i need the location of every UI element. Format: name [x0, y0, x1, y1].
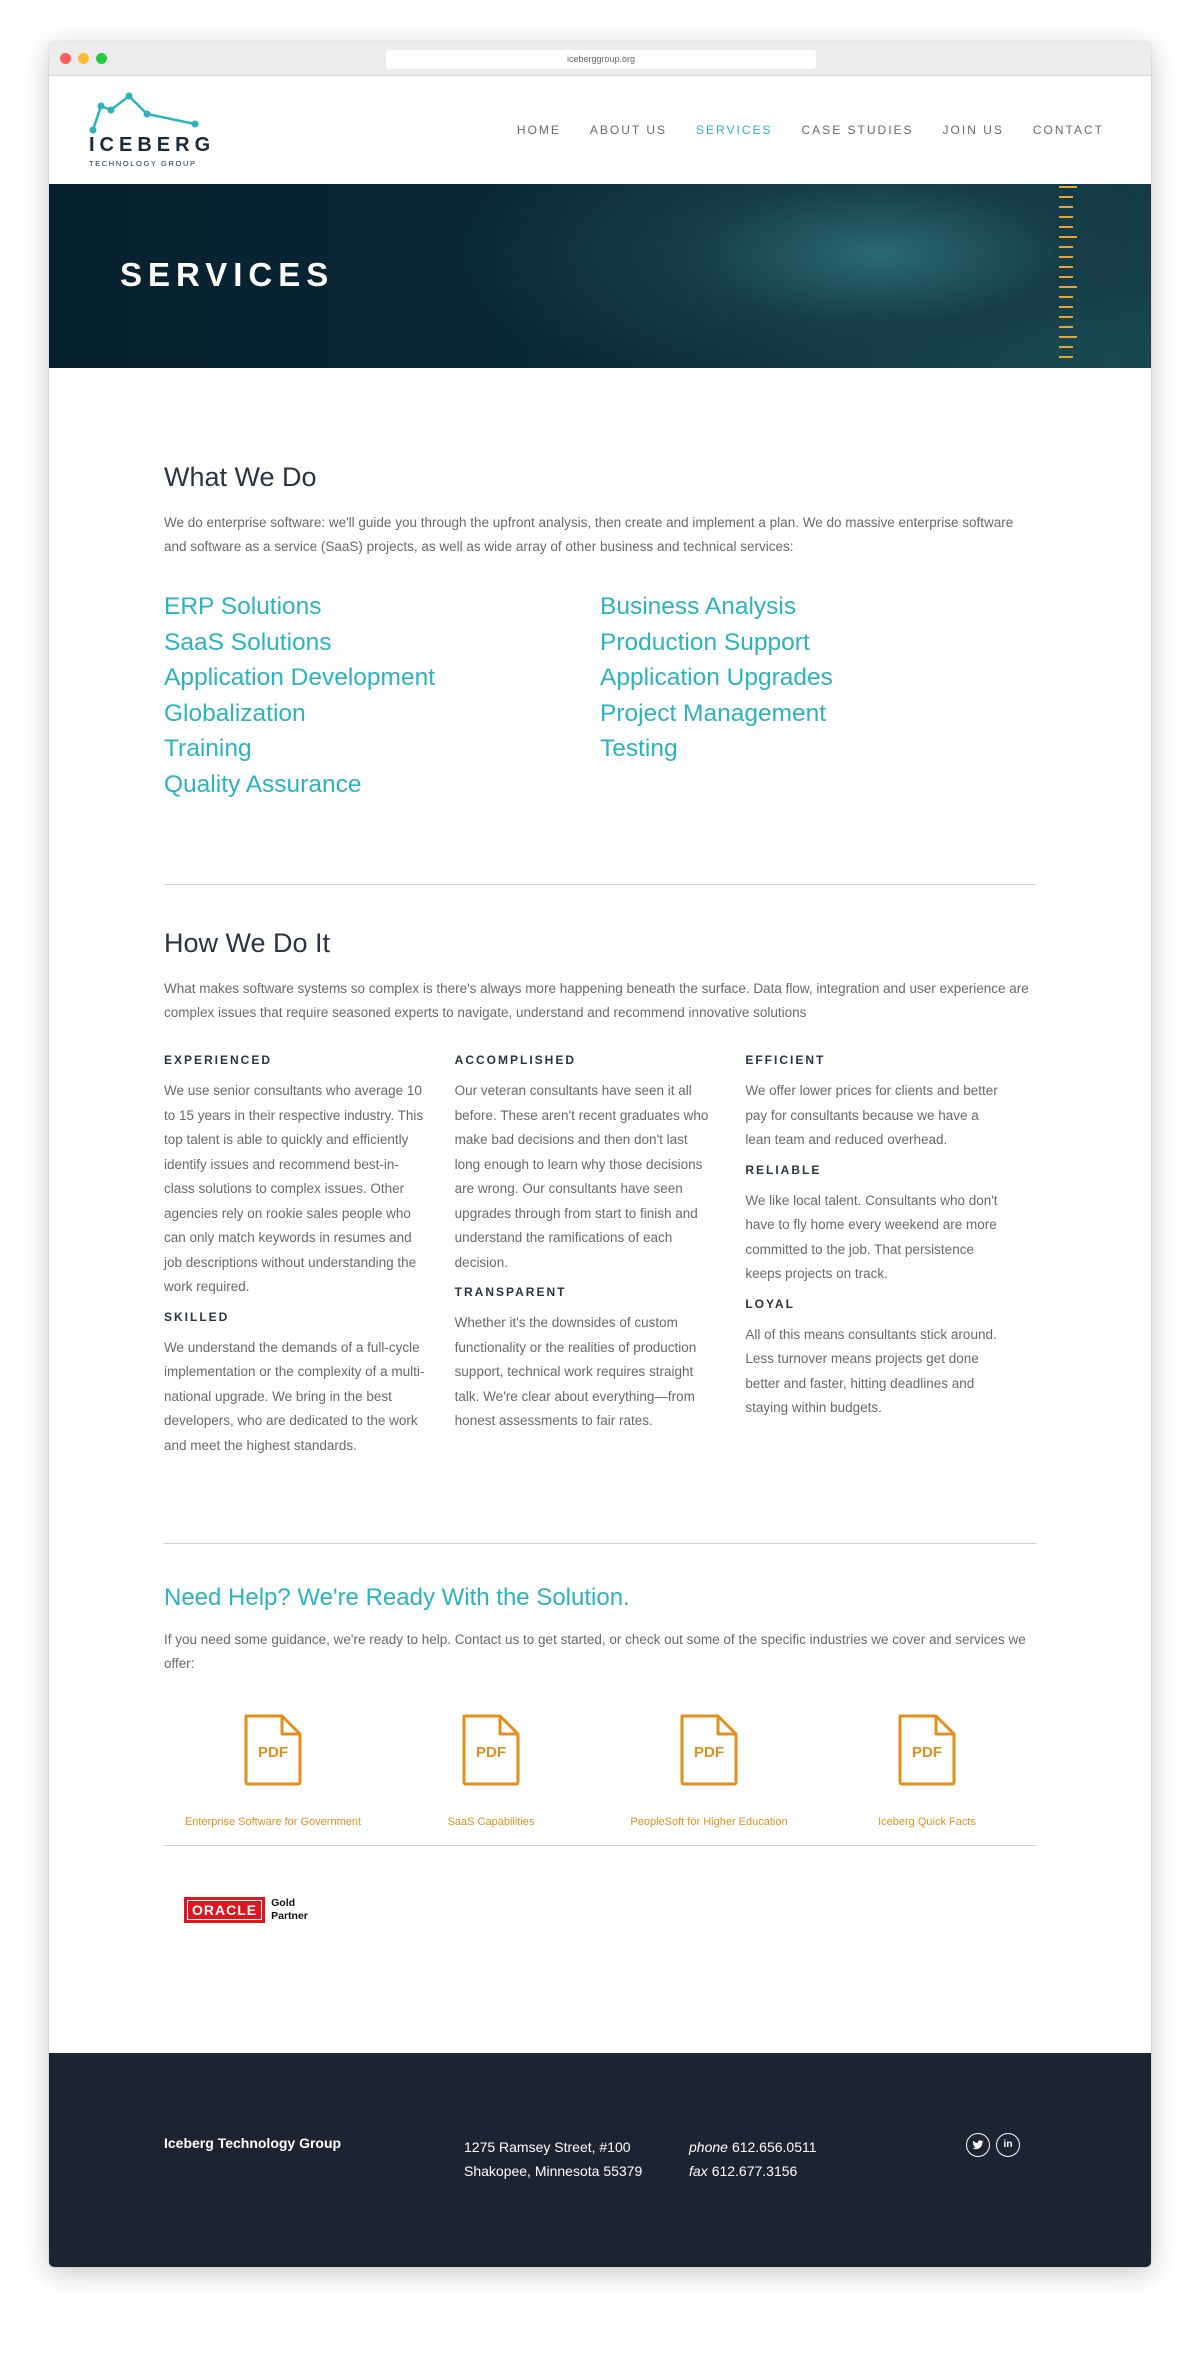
- values-column-3: [745, 1053, 1036, 1468]
- depth-tick: [1059, 246, 1073, 248]
- what-we-do-lead: We do enterprise software: we'll guide you through the upfront analysis, then create and implement a plan. We do massive enterprise software and software as a service (SaaS) projects, as well as wide array of other business and technical services:: [164, 515, 1014, 554]
- help-section: [164, 1584, 1036, 1828]
- how-we-do-it-section: [164, 928, 1036, 1468]
- site-header: [49, 76, 1151, 184]
- depth-tick: [1059, 286, 1077, 288]
- linkedin-icon[interactable]: in: [996, 2133, 1020, 2157]
- section-divider: [164, 1845, 1036, 1846]
- depth-tick: [1059, 276, 1073, 278]
- oracle-logo: ORACLE: [184, 1897, 265, 1923]
- footer-address-line2: Shakopee, Minnesota 55379: [464, 2163, 643, 2179]
- section-title-what-we-do: What We Do: [164, 462, 317, 492]
- pdf-label[interactable]: Iceberg Quick Facts: [878, 1816, 976, 1828]
- value-text: We offer lower prices for clients and better pay for consultants because we have a lean team and reduced overhead.: [745, 1083, 998, 1147]
- service-link[interactable]: SaaS Solutions: [164, 628, 332, 656]
- pdf-file-icon: [678, 1712, 740, 1788]
- depth-tick: [1059, 306, 1073, 308]
- svg-text:PDF: PDF: [912, 1744, 942, 1761]
- pdf-file-icon: [896, 1712, 958, 1788]
- twitter-icon[interactable]: [966, 2133, 990, 2157]
- depth-tick: [1059, 186, 1077, 188]
- value-heading: EXPERIENCED: [164, 1053, 273, 1067]
- partner-level: [271, 1897, 308, 1923]
- fax-number: 612.677.3156: [711, 2163, 798, 2179]
- pdf-label[interactable]: Enterprise Software for Government: [184, 1816, 362, 1828]
- minimize-window-button[interactable]: [78, 53, 89, 64]
- pdf-label[interactable]: SaaS Capabilities: [447, 1816, 535, 1828]
- nav-about-us[interactable]: ABOUT US: [589, 123, 668, 137]
- depth-tick: [1059, 336, 1077, 338]
- value-heading: LOYAL: [745, 1296, 795, 1311]
- pdf-file-icon: [460, 1712, 522, 1788]
- help-lead: If you need some guidance, we're ready to help. Contact us to get started, or check out some of the specific industries we cover and services we offer:: [164, 1632, 1026, 1671]
- depth-tick: [1059, 236, 1077, 238]
- value-heading: SKILLED: [164, 1309, 230, 1324]
- depth-tick: [1059, 196, 1073, 198]
- value-heading: EFFICIENT: [745, 1053, 826, 1067]
- footer-company-name: Iceberg Technology Group: [164, 2135, 342, 2151]
- logo-wordmark: ICEBERG: [89, 134, 216, 156]
- page-title: SERVICES: [120, 256, 335, 293]
- value-heading: ACCOMPLISHED: [454, 1053, 577, 1067]
- close-window-button[interactable]: [60, 53, 71, 64]
- pdf-download-saas[interactable]: [382, 1712, 600, 1828]
- pdf-file-icon: [242, 1712, 304, 1788]
- iceberg-peak-icon: [89, 88, 229, 134]
- how-we-do-it-lead: What makes software systems so complex is there's always more happening beneath the surface. Data flow, integration and user experience are complex issues that require seasoned experts to navigate, understand and recommend innovative solutions: [164, 981, 1029, 1020]
- phone-label: phone: [689, 2139, 728, 2155]
- site-logo[interactable]: [89, 88, 229, 172]
- main-nav: [517, 76, 1104, 184]
- section-divider: [164, 884, 1036, 885]
- service-link[interactable]: Business Analysis: [600, 593, 797, 620]
- depth-tick: [1059, 326, 1073, 328]
- values-grid: [164, 1053, 1036, 1468]
- services-list-left: [164, 589, 600, 802]
- nav-home[interactable]: HOME: [516, 123, 561, 137]
- depth-tick: [1059, 256, 1073, 258]
- depth-tick: [1059, 346, 1073, 348]
- pdf-downloads: [164, 1712, 1036, 1828]
- partner-level-line2: Partner: [271, 1910, 308, 1922]
- depth-scale-decoration: [1059, 184, 1079, 368]
- phone-number[interactable]: 612.656.0511: [731, 2139, 817, 2155]
- browser-chrome: [49, 42, 1151, 76]
- service-link[interactable]: Application Upgrades: [600, 664, 833, 691]
- pdf-label[interactable]: PeopleSoft for Higher Education: [630, 1816, 788, 1828]
- footer-address: [464, 2135, 642, 2183]
- service-link[interactable]: Quality Assurance: [164, 770, 362, 798]
- service-link[interactable]: Globalization: [164, 699, 306, 727]
- service-link[interactable]: Production Support: [600, 628, 810, 656]
- section-title-how-we-do-it: How We Do It: [164, 928, 331, 958]
- oracle-gold-partner-badge: [184, 1897, 308, 1923]
- partner-level-line1: Gold: [271, 1897, 296, 1909]
- value-text: Our veteran consultants have seen it all before. These aren't recent graduates who make bad decisions and then don't last long enough to learn why those decisions are wrong. Our consultants have seen upgrades through from start to finish and understand the ramifications of each decision.: [454, 1083, 709, 1270]
- maximize-window-button[interactable]: [96, 53, 107, 64]
- depth-tick: [1059, 206, 1073, 208]
- value-heading: RELIABLE: [745, 1162, 822, 1177]
- depth-tick: [1059, 316, 1073, 318]
- fax-label: fax: [689, 2163, 708, 2179]
- pdf-download-quick-facts[interactable]: [818, 1712, 1036, 1828]
- value-text: All of this means consultants stick around. Less turnover means projects get done better and faster, hitting deadlines and staying within budgets.: [745, 1326, 997, 1415]
- svg-text:PDF: PDF: [694, 1744, 724, 1761]
- values-column-1: [164, 1053, 455, 1468]
- footer-address-line1: 1275 Ramsey Street, #100: [464, 2139, 631, 2155]
- depth-tick: [1059, 266, 1073, 268]
- pdf-download-government[interactable]: [164, 1712, 382, 1828]
- what-we-do-section: [164, 462, 1036, 802]
- nav-contact[interactable]: CONTACT: [1032, 123, 1104, 137]
- depth-tick: [1059, 296, 1073, 298]
- nav-join-us[interactable]: JOIN US: [942, 123, 1004, 137]
- value-text: We use senior consultants who average 10 to 15 years in their respective industry. This top talent is able to quickly and efficiently identify issues and recommend best-in-class solutions to complex issues. Other agencies rely on rookie sales people who can only match keywords in resumes and job descriptions without understanding the work required.: [164, 1083, 424, 1294]
- footer-contact: [689, 2135, 817, 2183]
- address-bar[interactable]: iceberggroup.org: [386, 50, 816, 69]
- site-footer: [49, 2053, 1151, 2267]
- service-link[interactable]: Project Management: [600, 699, 827, 727]
- service-link[interactable]: Training: [164, 735, 252, 762]
- depth-tick: [1059, 216, 1073, 218]
- service-link[interactable]: Application Development: [164, 664, 436, 691]
- value-text: Whether it's the downsides of custom functionality or the realities of production support, technical work requires straight talk. We're clear about everything—from honest assessments to fair rates.: [454, 1315, 697, 1428]
- section-divider: [164, 1543, 1036, 1544]
- value-text: We understand the demands of a full-cycle implementation or the complexity of a multi-national upgrade. We bring in the best developers, who are dedicated to the work and meet the highest standards.: [164, 1339, 425, 1453]
- section-title-need-help: Need Help? We're Ready With the Solution.: [164, 1584, 630, 1611]
- depth-tick: [1059, 226, 1073, 228]
- svg-text:PDF: PDF: [476, 1744, 506, 1761]
- nav-case-studies[interactable]: CASE STUDIES: [801, 123, 914, 137]
- browser-window: [49, 42, 1151, 2267]
- pdf-download-peoplesoft[interactable]: [600, 1712, 818, 1828]
- values-column-2: [455, 1053, 746, 1468]
- hero-banner: [49, 184, 1151, 368]
- svg-text:PDF: PDF: [258, 1744, 288, 1761]
- depth-tick: [1059, 356, 1073, 358]
- nav-services[interactable]: SERVICES: [696, 123, 773, 137]
- logo-subtitle: TECHNOLOGY GROUP: [89, 159, 197, 168]
- service-link[interactable]: ERP Solutions: [164, 593, 322, 620]
- services-list-right: [600, 589, 1036, 802]
- services-list: [164, 589, 1036, 802]
- service-link[interactable]: Testing: [600, 735, 678, 762]
- value-heading: TRANSPARENT: [454, 1285, 567, 1299]
- value-text: We like local talent. Consultants who don't have to fly home every weekend are more committed to the job. That persistence keeps projects on track.: [745, 1192, 998, 1281]
